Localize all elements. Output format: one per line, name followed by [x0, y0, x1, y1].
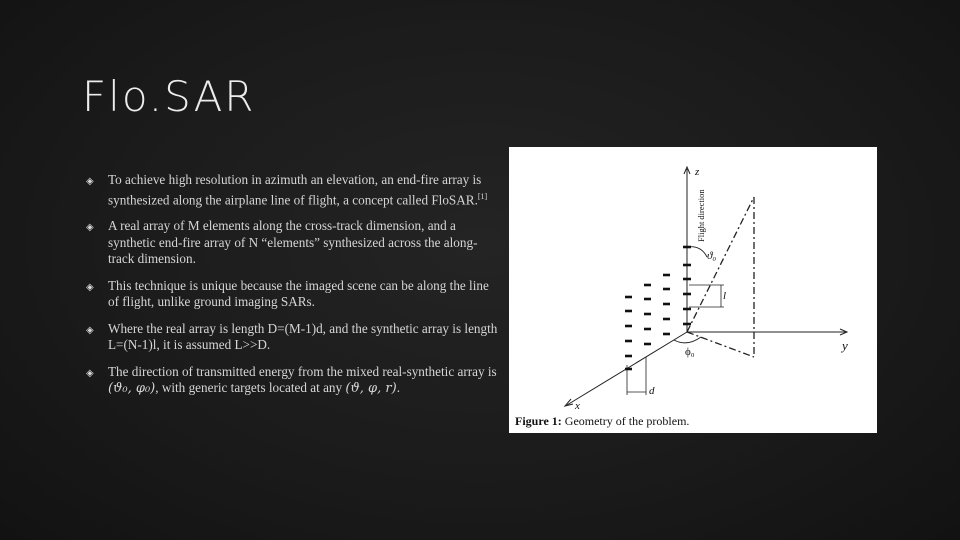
y-label: y — [842, 338, 848, 353]
theta0-label: ϑ₀ — [707, 250, 717, 262]
bullet-list — [84, 172, 502, 408]
bullet-text: A real array of M elements along the cross-track dimension, and a synthetic end-fire array of N “elements” synthesized across the along-track dimension. — [108, 218, 478, 267]
flight-direction-label: Flight direction — [696, 189, 706, 242]
citation-ref: [1] — [477, 191, 488, 201]
bullet-item — [84, 321, 502, 354]
geometry-diagram — [509, 147, 877, 412]
math-expression: (ϑ₀, φ₀) — [108, 381, 156, 397]
bullet-item — [84, 218, 502, 268]
diamond-bullet-icon: ◈ — [86, 222, 94, 234]
phi0-label: ϕ₀ — [685, 346, 695, 358]
z-label: z — [695, 166, 700, 178]
diamond-bullet-icon: ◈ — [86, 176, 94, 187]
caption-label: Figure 1: — [515, 414, 562, 428]
d-label: d — [649, 385, 655, 397]
math-expression: (ϑ, φ, r) — [345, 381, 397, 397]
diamond-bullet-icon: ◈ — [86, 324, 94, 336]
bullet-text: This technique is unique because the imaged scene can be along the line of flight, unlike ground imaging SARs. — [108, 277, 489, 310]
geometry-figure — [509, 147, 877, 433]
x-label: x — [575, 400, 580, 412]
bullet-item — [84, 364, 502, 398]
array-elements — [625, 247, 691, 369]
slide-title: Flo.SAR — [82, 72, 256, 121]
bullet-text: The direction of transmitted energy from the mixed real-synthetic array is (ϑ₀, φ₀), with generic targets located at any (ϑ, φ, r). — [108, 363, 497, 397]
bullet-item — [84, 278, 502, 311]
beam-ground — [687, 332, 754, 357]
l-label: l — [723, 290, 727, 302]
bullet-item — [84, 172, 502, 208]
bullet-text: To achieve high resolution in azimuth an elevation, an end-fire array is synthesized along the airplane line of flight, a concept called FloSAR.[1] — [108, 172, 488, 207]
diamond-bullet-icon: ◈ — [86, 367, 94, 379]
caption-text: Geometry of the problem. — [561, 414, 690, 428]
bullet-text: Where the real array is length D=(M-1)d, and the synthetic array is length L=(N-1)l, it is assumed L>>D. — [108, 320, 498, 353]
figure-caption — [515, 414, 689, 429]
diamond-bullet-icon: ◈ — [86, 281, 94, 293]
